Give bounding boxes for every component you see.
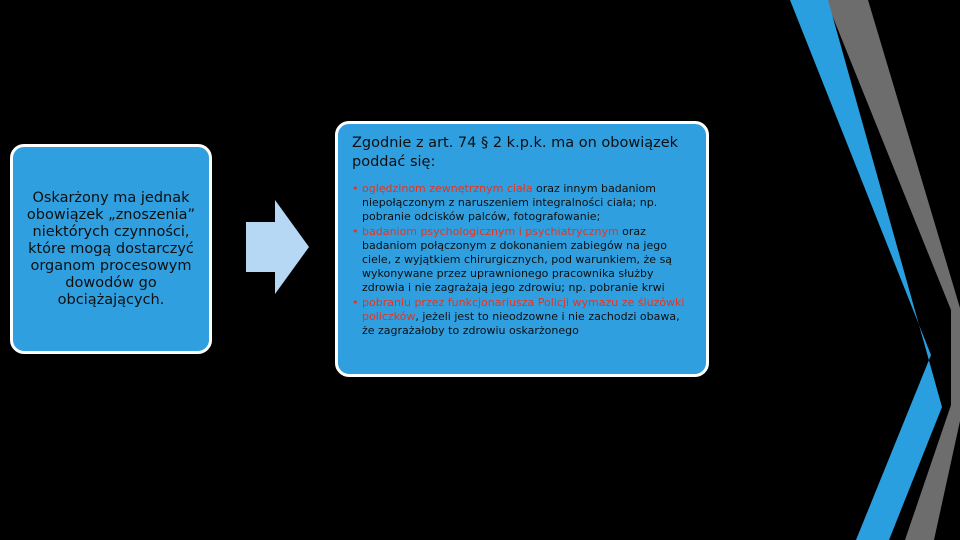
bullet-icon: • <box>352 225 359 238</box>
item-highlight: pobraniu przez funkcjonariusza Policji wymazu ze śluzówki policzków <box>362 296 685 323</box>
list-item <box>352 182 692 224</box>
right-text-box <box>335 121 709 377</box>
right-arrow-icon <box>246 200 312 294</box>
list-item <box>352 296 692 338</box>
right-box-heading: Zgodnie z art. 74 § 2 k.p.k. ma on obowiązek poddać się: <box>352 135 679 170</box>
item-text: , jeżeli jest to nieodzowne i nie zachodzi obawa, że zagrażałoby to zdrowiu oskarżonego <box>362 310 680 337</box>
list-item <box>352 225 692 295</box>
item-text: oraz badaniom połączonym z dokonaniem zabiegów na jego ciele, z wyjątkiem chirurgicznych, pod warunkiem, że są wykonywane przez uprawnionego pracownika służby zdrowia i nie zagrażają jego zdrowiu; np. pobranie krwi <box>362 225 673 294</box>
left-text-box <box>10 144 212 354</box>
item-highlight: oględzinom zewnętrznym ciała <box>362 182 533 195</box>
item-text: oraz innym badaniom niepołączonym z naruszeniem integralności ciała; np. pobranie odcisków palców, fotografowanie; <box>362 182 658 223</box>
item-highlight: badaniom psychologicznym i psychiatrycznym <box>362 225 619 238</box>
obligation-list <box>352 182 692 338</box>
left-box-text: Oskarżony ma jednak obowiązek „znoszenia” niektórych czynności, które mogą dostarczyć organom procesowym dowodów go obciążających. <box>26 189 196 308</box>
bullet-icon: • <box>352 182 359 195</box>
bullet-icon: • <box>352 296 359 309</box>
